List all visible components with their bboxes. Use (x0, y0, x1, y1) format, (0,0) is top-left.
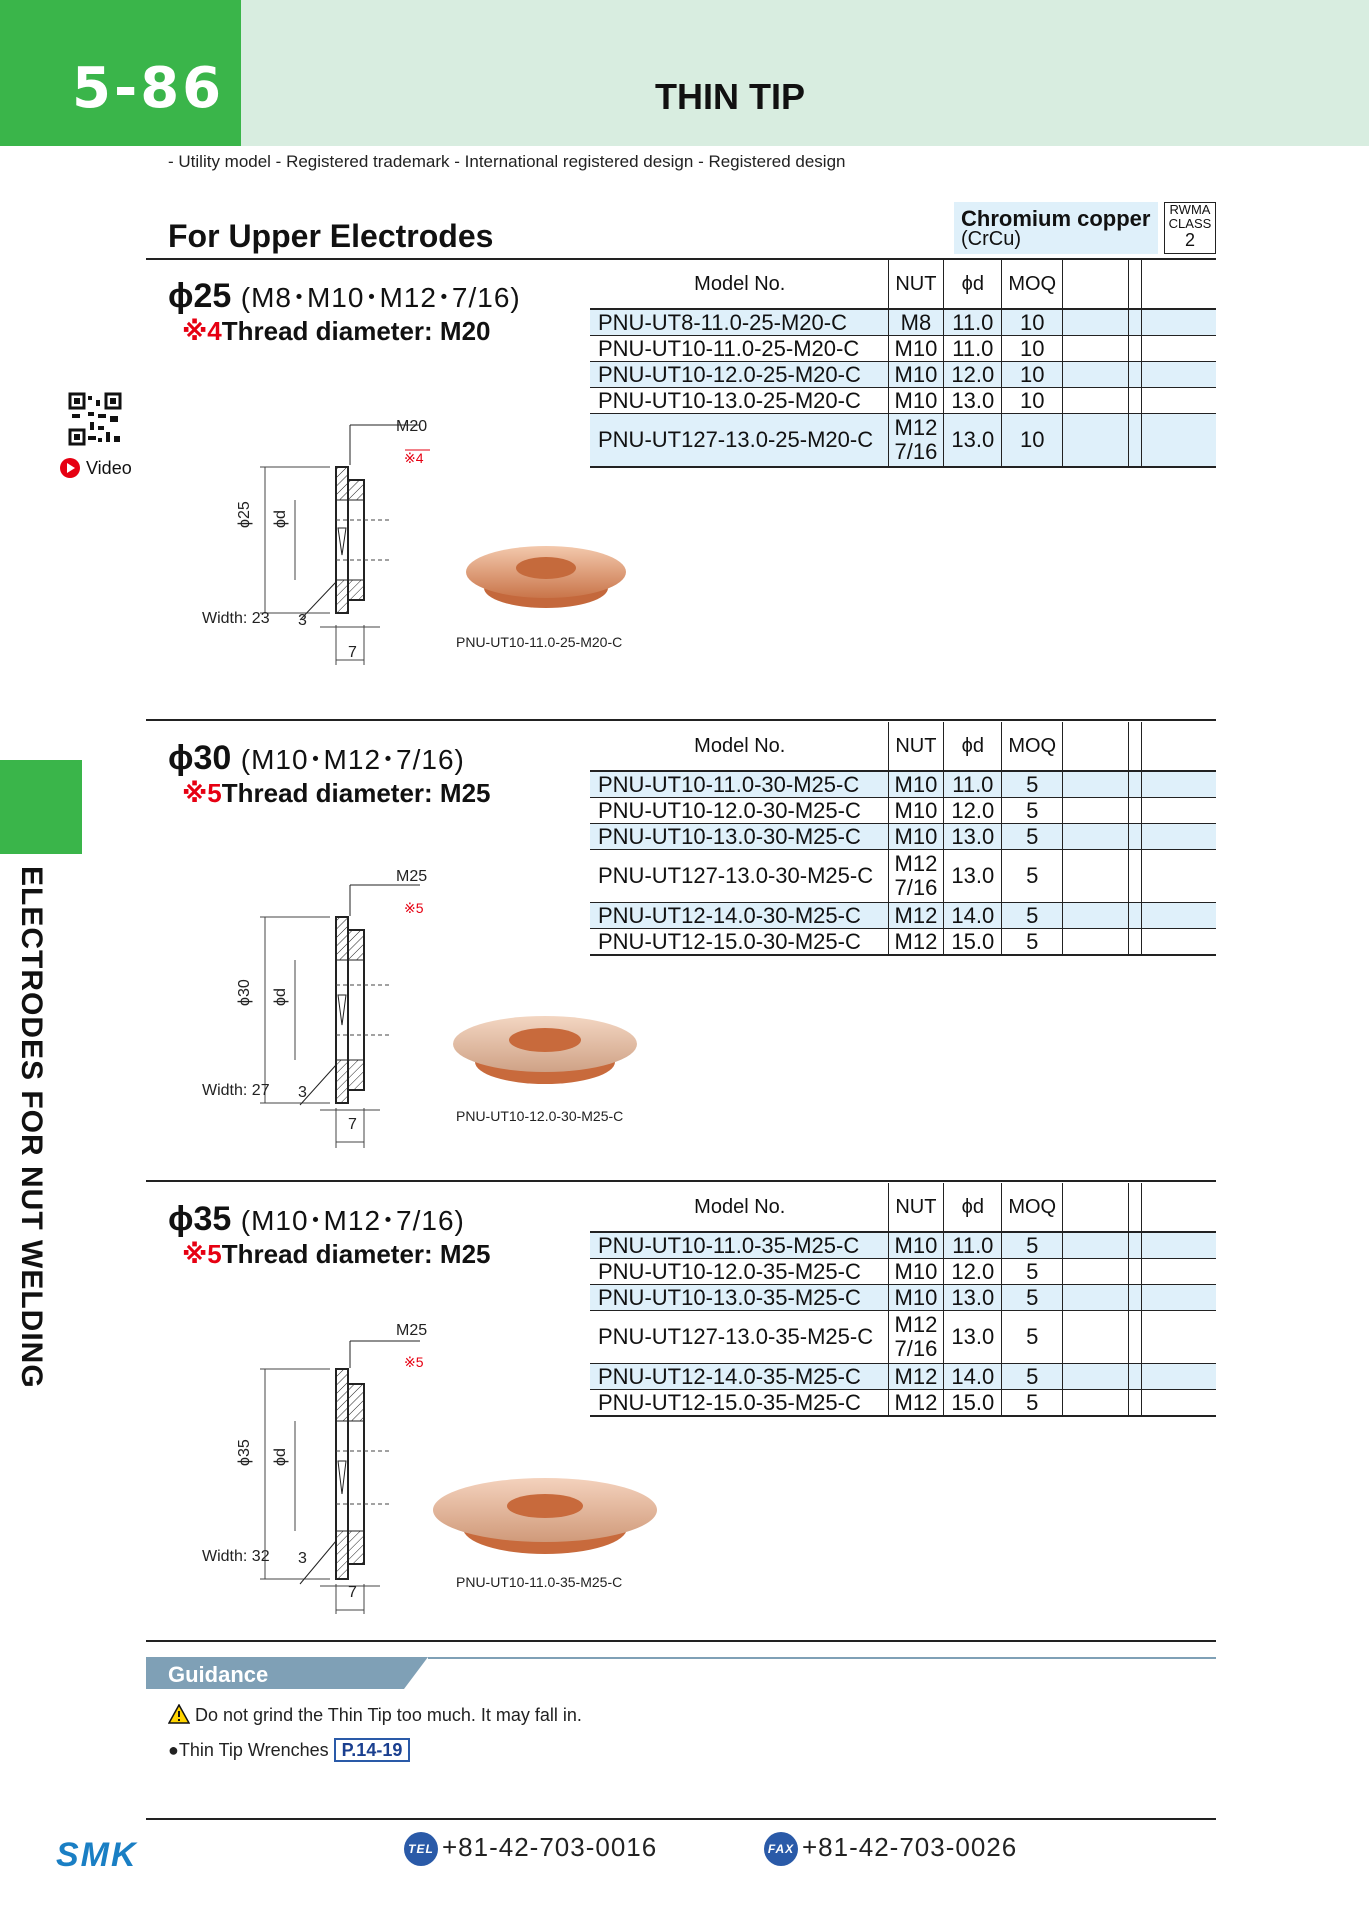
d-cell: 13.0 (944, 414, 1002, 468)
blank-cell (1063, 798, 1129, 824)
blank-cell (1142, 824, 1216, 850)
footer-fax (764, 1832, 1017, 1866)
model-cell: PNU-UT10-11.0-25-M20-C (590, 336, 888, 362)
header-nut: NUT (888, 1183, 944, 1232)
nut-line-1: M12 (894, 415, 938, 440)
company-logo: SMK (56, 1836, 138, 1874)
guidance-rule (428, 1657, 1216, 1659)
section-1-thread-mark: ※4 (182, 316, 222, 346)
wrench-text: Thin Tip Wrenches (178, 1740, 329, 1760)
blank-cell (1142, 771, 1216, 798)
blank-cell (1063, 903, 1129, 929)
blank-cell (1142, 1390, 1216, 1417)
bullet-icon: ● (168, 1740, 179, 1760)
nut-cell: M10 (888, 336, 944, 362)
blank-cell (1063, 1364, 1129, 1390)
nut-cell: M10 (888, 362, 944, 388)
table-row (590, 1259, 1216, 1285)
blank-cell (1142, 336, 1216, 362)
blank-cell (1142, 1285, 1216, 1311)
blank-cell (1063, 1390, 1129, 1417)
nut-cell: M10 (888, 824, 944, 850)
drawing-2-width: Width: 27 (202, 1082, 270, 1099)
drawing-3-mark: ※5 (404, 1354, 424, 1370)
guidance-wrench-line (168, 1740, 410, 1761)
video-play-icon[interactable] (60, 458, 80, 478)
guidance-title: Guidance (168, 1662, 269, 1687)
d-cell: 15.0 (944, 929, 1002, 956)
section-divider (146, 1180, 1216, 1182)
table-row (590, 336, 1216, 362)
gap-cell (1129, 824, 1142, 850)
tel-number: +81-42-703-0016 (442, 1832, 658, 1862)
header-model: Model No. (590, 722, 888, 771)
model-cell: PNU-UT10-12.0-25-M20-C (590, 362, 888, 388)
nut-cell: M12 (888, 1364, 944, 1390)
section-3-product-photo (430, 1470, 660, 1570)
d-cell: 15.0 (944, 1390, 1002, 1417)
drawing-3-height: 7 (348, 1584, 357, 1601)
table-row (590, 362, 1216, 388)
wrench-page-link[interactable]: P.14-19 (334, 1738, 411, 1762)
d-cell: 14.0 (944, 903, 1002, 929)
qr-code-icon[interactable] (68, 392, 122, 446)
nut-cell: M10 (888, 798, 944, 824)
gap-cell (1129, 929, 1142, 956)
nut-line-1: M12 (894, 851, 938, 876)
gap-cell (1129, 388, 1142, 414)
moq-cell: 5 (1002, 929, 1063, 956)
header-title-block (241, 0, 1369, 146)
gap-cell (1129, 1390, 1142, 1417)
drawing-2-height: 7 (348, 1116, 357, 1133)
moq-cell: 10 (1002, 414, 1063, 468)
table-row (590, 929, 1216, 956)
section-2-product-photo (450, 1010, 640, 1096)
header-blank-2 (1142, 1183, 1216, 1232)
model-cell: PNU-UT12-15.0-30-M25-C (590, 929, 888, 956)
blank-cell (1063, 336, 1129, 362)
section-2-diameter: ϕ30 (168, 739, 232, 777)
nut-cell: M10 (888, 388, 944, 414)
material-formula: (CrCu) (961, 228, 1021, 250)
gap-cell (1129, 1232, 1142, 1259)
d-cell: 13.0 (944, 1285, 1002, 1311)
model-cell: PNU-UT127-13.0-35-M25-C (590, 1311, 888, 1364)
blank-cell (1063, 824, 1129, 850)
drawing-2-thickness: 3 (298, 1084, 307, 1101)
blank-cell (1063, 1232, 1129, 1259)
nut-cell: M10 (888, 1285, 944, 1311)
model-cell: PNU-UT12-14.0-35-M25-C (590, 1364, 888, 1390)
model-cell: PNU-UT10-12.0-35-M25-C (590, 1259, 888, 1285)
drawing-1-outer-dia: ϕ25 (236, 501, 253, 528)
blank-cell (1063, 309, 1129, 336)
header-moq: MOQ (1002, 722, 1063, 771)
section-1-drawing (190, 420, 430, 680)
moq-cell: 10 (1002, 362, 1063, 388)
warning-text: Do not grind the Thin Tip too much. It may fall in. (195, 1705, 582, 1725)
blank-cell (1063, 771, 1129, 798)
table-row (590, 309, 1216, 336)
nut-cell: M10 (888, 771, 944, 798)
header-blank-2 (1142, 260, 1216, 309)
header-d: ϕd (944, 260, 1002, 309)
header-moq: MOQ (1002, 1183, 1063, 1232)
model-cell: PNU-UT10-11.0-30-M25-C (590, 771, 888, 798)
table-row (590, 798, 1216, 824)
header-gap (1129, 722, 1142, 771)
gap-cell (1129, 336, 1142, 362)
drawing-1-height: 7 (348, 644, 357, 661)
footer-tel (404, 1832, 657, 1866)
moq-cell: 5 (1002, 824, 1063, 850)
footer-rule (146, 1818, 1216, 1820)
nut-cell (888, 850, 944, 903)
drawing-1-thickness: 3 (298, 612, 307, 629)
nut-cell: M8 (888, 309, 944, 336)
nut-cell: M12 (888, 929, 944, 956)
model-cell: PNU-UT10-13.0-25-M20-C (590, 388, 888, 414)
warning-icon (168, 1705, 190, 1725)
model-cell: PNU-UT10-11.0-35-M25-C (590, 1232, 888, 1259)
section-1-thread-text: Thread diameter: M20 (221, 316, 491, 346)
blank-cell (1142, 1259, 1216, 1285)
drawing-3-inner-dia: ϕd (272, 1448, 289, 1466)
header-nut: NUT (888, 260, 944, 309)
blank-cell (1142, 903, 1216, 929)
moq-cell: 10 (1002, 309, 1063, 336)
table-row (590, 1311, 1216, 1364)
table-row (590, 771, 1216, 798)
moq-cell: 5 (1002, 1285, 1063, 1311)
drawing-2-thread-label: M25 (396, 868, 428, 885)
d-cell: 11.0 (944, 1232, 1002, 1259)
moq-cell: 5 (1002, 798, 1063, 824)
guidance-warning (168, 1704, 582, 1726)
gap-cell (1129, 771, 1142, 798)
blank-cell (1142, 388, 1216, 414)
nut-line-1: M12 (894, 1312, 938, 1337)
section-1-diameter: ϕ25 (168, 277, 232, 315)
header-model: Model No. (590, 1183, 888, 1232)
nut-line-2: 7/16 (894, 439, 938, 464)
section-1-thread (182, 316, 491, 347)
drawing-2-mark: ※5 (404, 900, 424, 916)
d-cell: 12.0 (944, 1259, 1002, 1285)
blank-cell (1142, 929, 1216, 956)
drawing-3-thickness: 3 (298, 1550, 307, 1567)
nut-cell (888, 414, 944, 468)
table-row (590, 1285, 1216, 1311)
d-cell: 13.0 (944, 1311, 1002, 1364)
section-1-title (168, 276, 521, 316)
drawing-3-thread-label: M25 (396, 1322, 428, 1339)
section-2-thread-mark: ※5 (182, 778, 222, 808)
blank-cell (1142, 309, 1216, 336)
gap-cell (1129, 798, 1142, 824)
nut-line-2: 7/16 (894, 875, 938, 900)
video-link[interactable]: Video (86, 458, 132, 478)
table-row (590, 414, 1216, 468)
model-cell: PNU-UT10-13.0-35-M25-C (590, 1285, 888, 1311)
header-blank (1063, 1183, 1129, 1232)
blank-cell (1063, 362, 1129, 388)
section-3-table (590, 1183, 1216, 1417)
nut-cell: M10 (888, 1259, 944, 1285)
side-tab-marker (0, 760, 82, 854)
section-2-table (590, 722, 1216, 956)
legend-line: - Utility model - Registered trademark - International registered design - Registered design (168, 152, 846, 171)
material-name: Chromium copper (961, 206, 1151, 231)
model-cell: PNU-UT10-12.0-30-M25-C (590, 798, 888, 824)
table-row (590, 388, 1216, 414)
drawing-1-thread-label: M20 (396, 418, 428, 435)
moq-cell: 5 (1002, 1364, 1063, 1390)
header-moq: MOQ (1002, 260, 1063, 309)
blank-cell (1142, 414, 1216, 468)
blank-cell (1142, 1232, 1216, 1259)
table-header-row (590, 722, 1216, 771)
section-3-thread (182, 1239, 491, 1270)
table-header-row (590, 260, 1216, 309)
header-blank (1063, 722, 1129, 771)
blank-cell (1142, 362, 1216, 388)
table-row (590, 1364, 1216, 1390)
gap-cell (1129, 903, 1142, 929)
section-3-nuts: (M10･M12･7/16) (240, 1205, 465, 1236)
moq-cell: 10 (1002, 336, 1063, 362)
d-cell: 11.0 (944, 309, 1002, 336)
drawing-1-mark: ※4 (404, 450, 424, 466)
header-blank (1063, 260, 1129, 309)
section-2-thread (182, 778, 491, 809)
header-d: ϕd (944, 722, 1002, 771)
section-divider (146, 719, 1216, 721)
tel-icon: TEL (404, 1832, 438, 1866)
model-cell: PNU-UT12-14.0-30-M25-C (590, 903, 888, 929)
d-cell: 14.0 (944, 1364, 1002, 1390)
header-blank-2 (1142, 722, 1216, 771)
drawing-3-width: Width: 32 (202, 1548, 270, 1565)
gap-cell (1129, 1259, 1142, 1285)
section-1-nuts: (M8･M10･M12･7/16) (240, 282, 521, 313)
model-cell: PNU-UT12-15.0-35-M25-C (590, 1390, 888, 1417)
d-cell: 12.0 (944, 798, 1002, 824)
section-3-thread-text: Thread diameter: M25 (221, 1239, 491, 1269)
blank-cell (1142, 850, 1216, 903)
blank-cell (1063, 1285, 1129, 1311)
sidebar-category-label: ELECTRODES FOR NUT WELDING (15, 866, 48, 1389)
d-cell: 11.0 (944, 336, 1002, 362)
model-cell: PNU-UT127-13.0-30-M25-C (590, 850, 888, 903)
section-3-diameter: ϕ35 (168, 1200, 232, 1238)
nut-line-2: 7/16 (894, 1336, 938, 1361)
section-2-drawing (190, 880, 430, 1150)
rwma-class-badge (1164, 202, 1216, 254)
section-1-product-photo (462, 540, 630, 620)
gap-cell (1129, 850, 1142, 903)
blank-cell (1063, 388, 1129, 414)
d-cell: 13.0 (944, 388, 1002, 414)
rwma-class-label: CLASS (1168, 216, 1212, 231)
nut-cell: M10 (888, 1232, 944, 1259)
header-gap (1129, 1183, 1142, 1232)
blank-cell (1142, 798, 1216, 824)
section-3-drawing (190, 1336, 430, 1616)
table-row (590, 850, 1216, 903)
moq-cell: 5 (1002, 850, 1063, 903)
blank-cell (1142, 1311, 1216, 1364)
fax-number: +81-42-703-0026 (802, 1832, 1018, 1862)
drawing-1-inner-dia: ϕd (272, 510, 289, 528)
moq-cell: 5 (1002, 903, 1063, 929)
gap-cell (1129, 309, 1142, 336)
rwma-label: RWMA (1169, 202, 1211, 217)
section-2-title (168, 738, 465, 778)
blank-cell (1063, 414, 1129, 468)
gap-cell (1129, 362, 1142, 388)
model-cell: PNU-UT10-13.0-30-M25-C (590, 824, 888, 850)
nut-cell (888, 1311, 944, 1364)
blank-cell (1063, 929, 1129, 956)
moq-cell: 10 (1002, 388, 1063, 414)
d-cell: 13.0 (944, 850, 1002, 903)
moq-cell: 5 (1002, 1311, 1063, 1364)
header-d: ϕd (944, 1183, 1002, 1232)
d-cell: 11.0 (944, 771, 1002, 798)
gap-cell (1129, 1364, 1142, 1390)
drawing-3-outer-dia: ϕ35 (236, 1439, 253, 1466)
table-header-row (590, 1183, 1216, 1232)
moq-cell: 5 (1002, 1259, 1063, 1285)
d-cell: 12.0 (944, 362, 1002, 388)
photo-2-caption: PNU-UT10-12.0-30-M25-C (456, 1108, 624, 1124)
page-title: THIN TIP (655, 76, 805, 117)
moq-cell: 5 (1002, 1390, 1063, 1417)
section-2-thread-text: Thread diameter: M25 (221, 778, 491, 808)
header-model: Model No. (590, 260, 888, 309)
section-2-nuts: (M10･M12･7/16) (240, 744, 465, 775)
table-row (590, 824, 1216, 850)
section-3-thread-mark: ※5 (182, 1239, 222, 1269)
gap-cell (1129, 1285, 1142, 1311)
drawing-1-width: Width: 23 (202, 610, 270, 627)
nut-cell: M12 (888, 903, 944, 929)
photo-1-caption: PNU-UT10-11.0-25-M20-C (456, 634, 623, 650)
moq-cell: 5 (1002, 1232, 1063, 1259)
table-row (590, 1232, 1216, 1259)
model-cell: PNU-UT8-11.0-25-M20-C (590, 309, 888, 336)
model-cell: PNU-UT127-13.0-25-M20-C (590, 414, 888, 468)
rwma-class-value: 2 (1184, 230, 1195, 250)
gap-cell (1129, 414, 1142, 468)
fax-icon: FAX (764, 1832, 798, 1866)
drawing-2-inner-dia: ϕd (272, 988, 289, 1006)
table-row (590, 1390, 1216, 1417)
photo-3-caption: PNU-UT10-11.0-35-M25-C (456, 1574, 623, 1590)
table-row (590, 903, 1216, 929)
blank-cell (1063, 1311, 1129, 1364)
header-nut: NUT (888, 722, 944, 771)
section-1-table (590, 260, 1216, 468)
header-gap (1129, 260, 1142, 309)
gap-cell (1129, 1311, 1142, 1364)
section-heading: For Upper Electrodes (168, 218, 494, 254)
blank-cell (1063, 850, 1129, 903)
blank-cell (1142, 1364, 1216, 1390)
blank-cell (1063, 1259, 1129, 1285)
drawing-2-outer-dia: ϕ30 (236, 979, 253, 1006)
d-cell: 13.0 (944, 824, 1002, 850)
section-divider (146, 1640, 1216, 1642)
nut-cell: M12 (888, 1390, 944, 1417)
section-3-title (168, 1199, 465, 1239)
moq-cell: 5 (1002, 771, 1063, 798)
page-number: 5-86 (72, 56, 225, 121)
